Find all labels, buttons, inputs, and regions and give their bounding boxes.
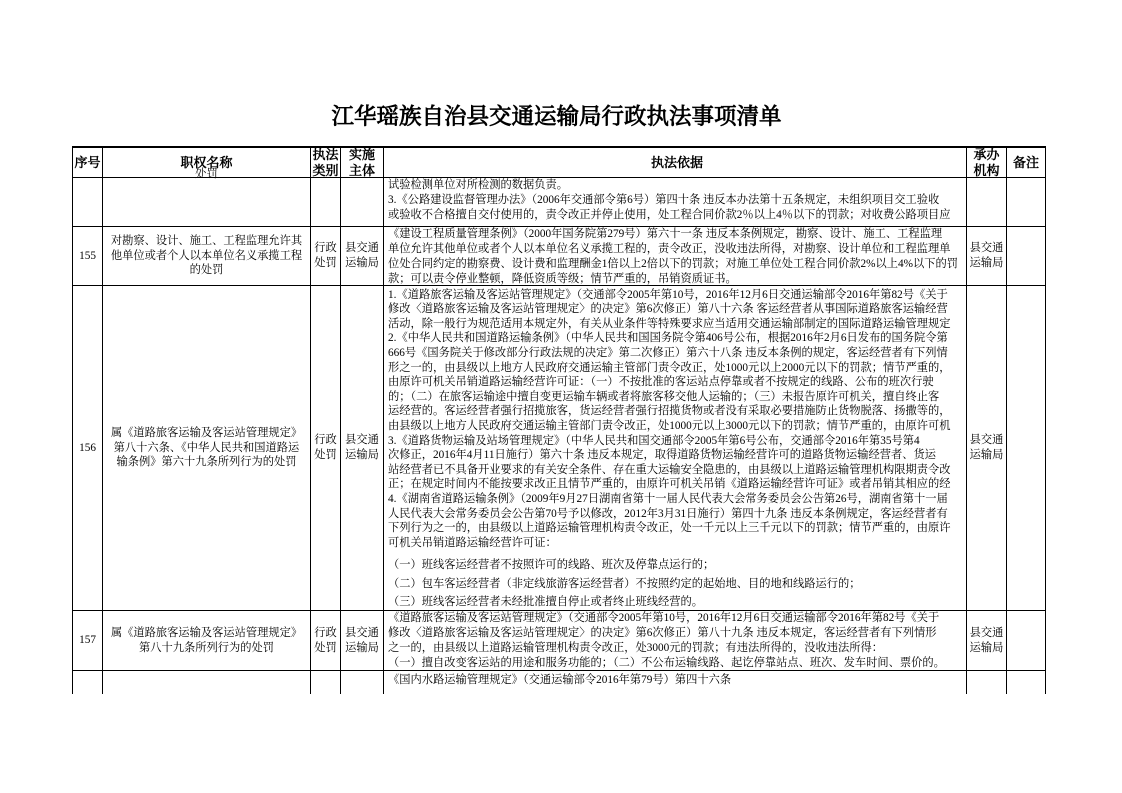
basis-line: 《道路旅客运输及客运站管理规定》（交通部令2005年第10号，2016年12月6日交通运输部令2016年第82号《关于 xyxy=(388,612,940,624)
category-cell xyxy=(311,671,341,694)
office: 县交通运输局 xyxy=(969,626,1004,654)
basis-line: 站经营者已不具备开业要求的有关安全条件、存在重大运输安全隐患的，由县级以上道路运输管理机构限期责令改 xyxy=(388,463,951,476)
power-name-cell xyxy=(103,168,311,227)
remarks-cell xyxy=(1007,227,1046,286)
subject-cell xyxy=(341,611,384,671)
basis-cell xyxy=(384,178,967,227)
basis-line: 次修正，2016年4月11日施行）第六十条 违反本规定，取得道路货物运输经营许可的道路货物运输经营者、货运 xyxy=(388,449,937,462)
office: 县交通运输局 xyxy=(969,242,1004,269)
subject-cell xyxy=(341,178,384,227)
basis-line: 修改〈道路旅客运输及客运站管理规定〉的决定》第6次修正）第八十六条 客运经营者从事国际道路旅客运输经营 xyxy=(388,303,948,316)
header-power-name: 职权名称 xyxy=(180,154,233,170)
header-category-cell xyxy=(311,146,341,178)
header-index: 序号 xyxy=(74,154,101,170)
header-subject: 实施主体 xyxy=(348,146,375,178)
subject: 县交通运输局 xyxy=(345,626,379,654)
category-cell xyxy=(311,286,341,611)
index-cell xyxy=(73,671,103,694)
power-name: 对勘察、设计、施工、工程监理允许其他单位或者个人以本单位名义承揽工程的处罚 xyxy=(110,234,303,277)
basis-line: 运经营的。客运经营者强行招揽旅客，货运经营者强行招揽货物或者没有采取必要措施防止货物脱落、扬撒等的， xyxy=(388,405,951,418)
power-name-cell xyxy=(103,671,311,694)
basis-item: （一）班线客运经营者不按照许可的线路、班次及停靠点运行的； xyxy=(388,559,715,572)
power-name-cell xyxy=(103,286,311,611)
basis-line: 1.《道路旅客运输及客运站管理规定》（交通部令2005年第10号，2016年12月6日交通运输部令2016年第82号《关于 xyxy=(388,288,948,301)
subject-cell xyxy=(341,671,384,694)
office: 县交通运输局 xyxy=(969,434,1004,461)
index-cell xyxy=(73,611,103,671)
basis-line: 666号《国务院关于修改部分行政法规的决定》第二次修正）第六十八条 违反本条例的规定，客运经营者有下列情 xyxy=(388,347,948,360)
basis-text xyxy=(388,286,966,550)
basis-line: 3.《道路货物运输及站场管理规定》（中华人民共和国交通部令2005年第6号公布，交通部令2016年第35号第4 xyxy=(388,434,920,447)
basis-line: 活动，除一般行为规范适用本规定外，有关从业条件等特殊要求应当适用交通运输部制定的国际道路运输管理规定 xyxy=(388,317,951,330)
document-title: 江华瑶族自治县交通运输局行政执法事项清单 xyxy=(331,104,782,129)
row-index: 156 xyxy=(79,441,96,454)
header-index-cell xyxy=(73,146,103,178)
category: 行政处罚 xyxy=(314,434,337,461)
basis-line: 可机关吊销道路运输经营许可证： xyxy=(388,536,557,549)
header-office-cell xyxy=(967,146,1007,178)
basis-line: 2.《中华人民共和国道路运输条例》（中华人民共和国国务院令第406号公布，根据2016年2月6日发布的国务院令第 xyxy=(388,332,948,345)
power-name-cell xyxy=(103,227,311,286)
basis-line: 之一的，由县级以上道路运输管理机构责令改正，处3000元的罚款；有违法所得的，没收违法所得： xyxy=(388,642,884,654)
office-cell xyxy=(967,178,1007,227)
basis-cell xyxy=(384,286,967,611)
basis-line: 由原许可机关吊销道路运输经营许可证：（一）不按批准的客运站点停靠或者不按规定的线路、公布的班次行驶 xyxy=(388,376,934,389)
remarks-cell xyxy=(1007,178,1046,227)
index-cell xyxy=(73,286,103,611)
index-cell xyxy=(73,178,103,227)
basis-cell xyxy=(384,227,967,286)
category-cell xyxy=(311,611,341,671)
index-cell xyxy=(73,227,103,286)
header-basis: 执法依据 xyxy=(650,154,703,170)
subject: 县交通运输局 xyxy=(345,434,379,461)
basis-text xyxy=(388,671,966,688)
basis-text xyxy=(388,611,966,671)
header-basis-cell xyxy=(384,146,967,178)
header-remarks: 备注 xyxy=(1012,154,1039,170)
basis-line: 人民代表大会常务委员会公告第70号予以修改，2012年3月31日施行）第四十九条 违反本条例规定，客运经营者有 xyxy=(388,507,948,520)
header-subject-cell xyxy=(341,146,384,178)
category-cell xyxy=(311,227,341,286)
table-row xyxy=(73,227,1046,286)
power-name: 属《道路旅客运输及客运站管理规定》第八十九条所列行为的处罚 xyxy=(110,626,303,654)
table-row xyxy=(73,168,1046,227)
basis-cell xyxy=(384,671,967,694)
office-cell xyxy=(967,611,1007,671)
office-cell xyxy=(967,671,1007,694)
table-row xyxy=(73,671,1046,694)
enforcement-items-table xyxy=(72,146,1046,694)
basis-line: 由县级以上地方人民政府交通运输主管部门责令改正，处1000元以上3000元以下的罚款；情节严重的，由原许可机 xyxy=(388,420,951,433)
basis-line: 下列行为之一的，由县级以上道路运输管理机构责令改正，处一千元以上三千元以下的罚款；情节严重的，由原许 xyxy=(388,522,951,535)
subject: 县交通运输局 xyxy=(345,242,379,269)
basis-line: 《国内水路运输管理规定》（交通运输部令2016年第79号）第四十六条 xyxy=(388,673,732,686)
subject-cell xyxy=(341,227,384,286)
basis-line: 单位允许其他单位或者个人以本单位名义承揽工程的，责令改正，没收违法所得，对勘察、设计单位和工程监理单 xyxy=(388,243,951,255)
header-remarks-cell xyxy=(1007,146,1046,178)
table-row xyxy=(73,286,1046,611)
remarks-cell xyxy=(1007,286,1046,611)
header-category: 执法类别 xyxy=(312,146,339,178)
basis-item: （二）包车客运经营者（非定线旅游客运经营者）不按照约定的起始地、目的地和线路运行的； xyxy=(388,577,861,590)
basis-text xyxy=(388,178,966,223)
category: 行政处罚 xyxy=(314,242,337,269)
basis-line: 位处合同约定的勘察费、设计费和监理酬金1倍以上2倍以下的罚款；对施工单位处工程合同价款2%以上4%以下的罚 xyxy=(388,258,958,270)
basis-line: 正；在规定时间内不能按要求改正且情节严重的，由原许可机关吊销《道路运输经营许可证》或者吊销其相应的经 xyxy=(388,478,951,491)
basis-line: 4.《湖南省道路运输条例》（2009年9月27日湖南省第十一届人民代表大会常务委员会公告第26号，湖南省第十一届 xyxy=(388,493,948,505)
basis-line: 款；可以责令停业整顿，降低资质等级；情节严重的，吊销资质证书。 xyxy=(388,273,737,285)
row-index: 155 xyxy=(79,249,96,262)
basis-line: 《建设工程质量管理条例》（2000年国务院第279号）第六十一条 违反本条例规定，勘察、设计、施工、工程监理 xyxy=(388,228,943,240)
basis-line: 3.《公路建设监督管理办法》（2006年交通部令第6号）第四十条 违反本办法第十五条规定，未组织项目交工验收 xyxy=(388,194,940,206)
basis-line: （一）擅自改变客运站的用途和服务功能的；（二）不公布运输线路、起讫停靠站点、班次、发车时间、票价的。 xyxy=(388,657,945,669)
row-index: 157 xyxy=(79,634,96,646)
office-cell xyxy=(967,227,1007,286)
header-office: 承办机构 xyxy=(973,146,1000,178)
basis-line: 形之一的，由县级以上地方人民政府交通运输主管部门责令改正，处1000元以上2000元以下的罚款；情节严重的， xyxy=(388,361,951,374)
basis-line: 试验检测单位对所检测的数据负责。 xyxy=(388,179,569,191)
remarks-cell xyxy=(1007,611,1046,671)
remarks-cell xyxy=(1007,671,1046,694)
office-cell xyxy=(967,286,1007,611)
basis-item: （三）班线客运经营者未经批准擅自停止或者终止班线经营的。 xyxy=(388,596,704,609)
basis-text xyxy=(388,227,966,287)
basis-items xyxy=(388,556,966,612)
basis-cell xyxy=(384,611,967,671)
basis-line: 的；（二）在旅客运输途中擅自变更运输车辆或者将旅客移交他人运输的；（三）未报告原许可机关，擅自终止客 xyxy=(388,390,940,403)
power-name-tail: 处罚 xyxy=(195,168,218,180)
basis-line: 或验收不合格擅自交付使用的，责令改正并停止使用，处工程合同价款2％以上4％以下的罚款；对收费公路项目应 xyxy=(388,209,951,221)
category: 行政处罚 xyxy=(314,626,337,654)
power-name-cell xyxy=(103,611,311,671)
power-name: 属《道路旅客运输及客运站管理规定》第八十六条、《中华人民共和国道路运输条例》第六十九条所列行为的处罚 xyxy=(110,426,303,469)
basis-line: 修改〈道路旅客运输及客运站管理规定〉的决定》第6次修正）第八十九条 违反本规定，客运经营者有下列情形 xyxy=(388,627,937,639)
category-cell xyxy=(311,178,341,227)
subject-cell xyxy=(341,286,384,611)
table-row xyxy=(73,611,1046,671)
